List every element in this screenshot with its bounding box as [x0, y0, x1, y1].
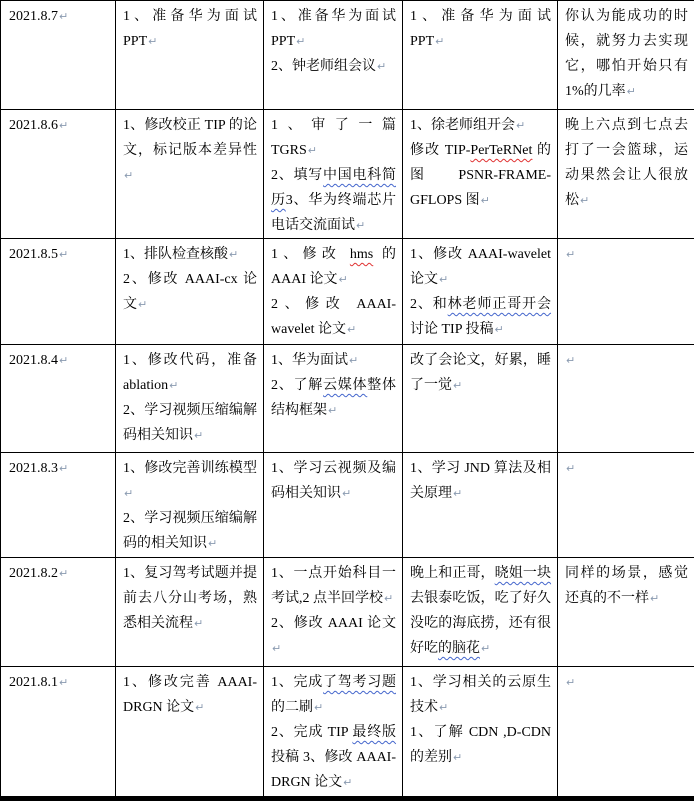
text-run: 1、修改 [271, 247, 350, 262]
tasks-cell-3 [403, 1, 558, 110]
notes-cell [558, 1, 694, 110]
spellcheck-underline-blue: 最终版 [352, 725, 396, 740]
spellcheck-underline-blue: 林老师正哥开会 [448, 297, 551, 312]
spellcheck-underline-red: PerTeRNet [470, 143, 532, 158]
spellcheck-underline-blue: 的脑花 [438, 641, 480, 656]
spellcheck-underline-blue: 了驾考习题 [323, 675, 396, 690]
text-run: 2021.8.2 [9, 566, 58, 581]
paragraph-mark-icon: ↵ [59, 248, 68, 261]
paragraph [123, 348, 257, 398]
paragraph [123, 670, 257, 720]
text-run: 1、了解 CDN ,D-CDN 的差别 [410, 725, 551, 765]
paragraph [565, 456, 688, 481]
paragraph-mark-icon: ↵ [124, 487, 133, 500]
paragraph [565, 561, 688, 611]
paragraph-mark-icon: ↵ [59, 676, 68, 689]
text-run: 3、华为终端芯片电话交流面试 [271, 193, 396, 233]
paragraph [271, 670, 396, 720]
text-run: 1、准备华为面试 PPT [410, 9, 551, 49]
table-row [1, 453, 694, 558]
text-run: 1、准备华为面试 PPT [271, 9, 396, 49]
tasks-cell-3 [403, 667, 558, 797]
tasks-cell-3 [403, 558, 558, 667]
text-run: 2、学习视频压缩编解码的相关知识 [123, 511, 257, 551]
paragraph [271, 4, 396, 54]
tasks-cell-2 [264, 667, 403, 797]
date-cell [1, 239, 116, 345]
paragraph [9, 670, 109, 695]
text-run: 的二刷 [271, 700, 313, 715]
text-run: 你认为能成功的时候，就努力去实现它，哪怕开始只有 1%的几率 [565, 9, 688, 99]
text-run: 改了会论文，好累，睡了一觉 [410, 353, 551, 393]
paragraph-mark-icon: ↵ [314, 701, 323, 714]
tasks-cell-1 [116, 558, 264, 667]
paragraph [565, 4, 688, 104]
text-run: 修改 TIP- [410, 143, 470, 158]
tasks-cell-1 [116, 453, 264, 558]
paragraph [410, 242, 551, 292]
text-run: 2021.8.5 [9, 247, 58, 262]
paragraph-mark-icon: ↵ [566, 248, 575, 261]
paragraph-mark-icon: ↵ [328, 404, 337, 417]
notes-cell [558, 453, 694, 558]
tasks-cell-3 [403, 453, 558, 558]
paragraph-mark-icon: ↵ [195, 701, 204, 714]
tasks-cell-2 [264, 453, 403, 558]
text-run: 2、完成 TIP [271, 725, 352, 740]
paragraph [123, 506, 257, 556]
tasks-cell-3 [403, 110, 558, 239]
paragraph-mark-icon: ↵ [481, 194, 490, 207]
notes-cell [558, 110, 694, 239]
paragraph-mark-icon: ↵ [343, 776, 352, 789]
text-run: 1、修改完善训练模型 [123, 461, 257, 476]
paragraph-mark-icon: ↵ [566, 354, 575, 367]
paragraph-mark-icon: ↵ [453, 751, 462, 764]
text-run: 1、复习驾考试题并提前去八分山考场，熟悉相关流程 [123, 566, 257, 631]
paragraph [271, 373, 396, 423]
text-run: 1、学习相关的云原生技术 [410, 675, 551, 715]
text-run: 2、钟老师组会议 [271, 59, 376, 74]
paragraph [565, 670, 688, 695]
paragraph [9, 456, 109, 481]
tasks-cell-2 [264, 345, 403, 453]
date-cell [1, 558, 116, 667]
text-run: 1、学习云视频及编码相关知识 [271, 461, 396, 501]
paragraph [123, 267, 257, 317]
date-cell [1, 453, 116, 558]
paragraph-mark-icon: ↵ [439, 273, 448, 286]
paragraph [271, 348, 396, 373]
paragraph [410, 138, 551, 213]
paragraph-mark-icon: ↵ [566, 676, 575, 689]
table-row [1, 110, 694, 239]
tasks-cell-1 [116, 239, 264, 345]
paragraph-mark-icon: ↵ [494, 323, 503, 336]
text-run: 的图 PSNR-FRAME-GFLOPS 图 [410, 143, 551, 208]
table-row [1, 558, 694, 667]
paragraph [271, 163, 396, 238]
paragraph-mark-icon: ↵ [59, 462, 68, 475]
paragraph-mark-icon: ↵ [339, 273, 348, 286]
text-run: 去银泰吃饭，吃了好久没吃的海底捞，还有很好吃 [410, 591, 551, 656]
tasks-cell-2 [264, 239, 403, 345]
paragraph-mark-icon: ↵ [453, 487, 462, 500]
paragraph-mark-icon: ↵ [580, 194, 589, 207]
paragraph-mark-icon: ↵ [377, 60, 386, 73]
text-run: 1、华为面试 [271, 353, 348, 368]
paragraph-mark-icon: ↵ [439, 701, 448, 714]
date-cell [1, 345, 116, 453]
paragraph-mark-icon: ↵ [59, 354, 68, 367]
paragraph-mark-icon: ↵ [229, 248, 238, 261]
text-run: 1、学习 JND 算法及相关原理 [410, 461, 551, 501]
notes-cell [558, 345, 694, 453]
paragraph-mark-icon: ↵ [349, 354, 358, 367]
tasks-cell-3 [403, 239, 558, 345]
paragraph [271, 242, 396, 292]
table-row [1, 667, 694, 797]
tasks-cell-2 [264, 110, 403, 239]
text-run: 2、修改 AAAI 论文 [271, 616, 396, 631]
spellcheck-underline-red: hms [350, 247, 373, 262]
paragraph [410, 456, 551, 506]
table-row [1, 345, 694, 453]
tasks-cell-3 [403, 345, 558, 453]
paragraph-mark-icon: ↵ [59, 567, 68, 580]
text-run: 1、修改校正 TIP 的论文，标记版本差异性 [123, 118, 257, 158]
paragraph [123, 561, 257, 636]
paragraph-mark-icon: ↵ [194, 429, 203, 442]
text-run: 1、审了一篇 TGRS [271, 118, 396, 158]
text-run: 1、修改完善 AAAI-DRGN 论文 [123, 675, 257, 715]
text-run: 2021.8.6 [9, 118, 58, 133]
work-log-table-body [1, 1, 694, 797]
text-run: 晚上和正哥， [410, 566, 495, 581]
text-run: 2021.8.7 [9, 9, 58, 24]
paragraph [410, 348, 551, 398]
paragraph-mark-icon: ↵ [516, 119, 525, 132]
text-run: 2021.8.1 [9, 675, 58, 690]
tasks-cell-1 [116, 110, 264, 239]
paragraph-mark-icon: ↵ [650, 592, 659, 605]
tasks-cell-1 [116, 667, 264, 797]
notes-cell [558, 239, 694, 345]
text-run: 2021.8.4 [9, 353, 58, 368]
table-row [1, 1, 694, 110]
paragraph-mark-icon: ↵ [453, 379, 462, 392]
paragraph [271, 113, 396, 163]
paragraph [9, 561, 109, 586]
paragraph [123, 456, 257, 506]
text-run: 投稿 3、修改 AAAI-DRGN 论文 [271, 750, 396, 790]
paragraph-mark-icon: ↵ [59, 119, 68, 132]
text-run: 1、徐老师组开会 [410, 118, 515, 133]
paragraph-mark-icon: ↵ [347, 323, 356, 336]
text-run: 整体结构框架 [271, 378, 396, 418]
date-cell [1, 1, 116, 110]
paragraph [123, 398, 257, 448]
paragraph-mark-icon: ↵ [627, 85, 636, 98]
paragraph [9, 348, 109, 373]
paragraph-mark-icon: ↵ [194, 617, 203, 630]
text-run: 1、修改 AAAI-wavelet 论文 [410, 247, 551, 287]
paragraph-mark-icon: ↵ [208, 537, 217, 550]
paragraph-mark-icon: ↵ [148, 35, 157, 48]
page-bottom-edge [0, 797, 694, 801]
spellcheck-underline-blue: 晓姐一块 [495, 566, 551, 581]
tasks-cell-2 [264, 1, 403, 110]
tasks-cell-2 [264, 558, 403, 667]
paragraph [123, 242, 257, 267]
paragraph [565, 242, 688, 267]
text-run: 的 AAAI 论文 [271, 247, 396, 287]
date-cell [1, 667, 116, 797]
paragraph-mark-icon: ↵ [296, 35, 305, 48]
paragraph-mark-icon: ↵ [481, 642, 490, 655]
date-cell [1, 110, 116, 239]
paragraph [123, 113, 257, 188]
paragraph-mark-icon: ↵ [308, 144, 317, 157]
text-run: 2、修改 AAAI-cx 论文 [123, 272, 257, 312]
paragraph [271, 561, 396, 611]
tasks-cell-1 [116, 345, 264, 453]
paragraph [410, 4, 551, 54]
paragraph [410, 113, 551, 138]
paragraph [410, 292, 551, 342]
paragraph [123, 4, 257, 54]
text-run: 1、准备华为面试 PPT [123, 9, 257, 49]
paragraph [410, 670, 551, 720]
paragraph [271, 720, 396, 795]
paragraph [410, 561, 551, 661]
text-run: 同样的场景，感觉还真的不一样 [565, 566, 688, 606]
text-run: 2、和 [410, 297, 448, 312]
paragraph-mark-icon: ↵ [272, 642, 281, 655]
paragraph-mark-icon: ↵ [384, 592, 393, 605]
notes-cell [558, 667, 694, 797]
paragraph-mark-icon: ↵ [169, 379, 178, 392]
paragraph-mark-icon: ↵ [435, 35, 444, 48]
paragraph [9, 242, 109, 267]
paragraph [9, 113, 109, 138]
text-run: 2、修改 AAAI-wavelet 论文 [271, 297, 396, 337]
paragraph [565, 348, 688, 373]
paragraph-mark-icon: ↵ [138, 298, 147, 311]
text-run: 2、学习视频压缩编解码相关知识 [123, 403, 257, 443]
paragraph-mark-icon: ↵ [566, 462, 575, 475]
text-run: 讨论 TIP 投稿 [410, 322, 493, 337]
paragraph [565, 113, 688, 213]
paragraph-mark-icon: ↵ [59, 10, 68, 23]
text-run: 1、完成 [271, 675, 323, 690]
spellcheck-underline-blue: 云媒体 [323, 378, 367, 393]
paragraph [271, 54, 396, 79]
paragraph [9, 4, 109, 29]
text-run: 1、一点开始科目一考试,2 点半回学校 [271, 566, 396, 606]
paragraph-mark-icon: ↵ [342, 487, 351, 500]
paragraph [410, 720, 551, 770]
paragraph [271, 611, 396, 661]
paragraph [271, 456, 396, 506]
paragraph [271, 292, 396, 342]
text-run: 1、排队检查核酸 [123, 247, 228, 262]
tasks-cell-1 [116, 1, 264, 110]
table-row [1, 239, 694, 345]
text-run: 1、修改代码，准备 ablation [123, 353, 257, 393]
notes-cell [558, 558, 694, 667]
spellcheck-underline-blue: 中国电科简历 [271, 168, 396, 208]
text-run: 2、了解 [271, 378, 323, 393]
text-run: 2021.8.3 [9, 461, 58, 476]
paragraph-mark-icon: ↵ [124, 169, 133, 182]
paragraph-mark-icon: ↵ [356, 219, 365, 232]
text-run: 晚上六点到七点去打了一会篮球，运动果然会让人很放松 [565, 118, 688, 208]
text-run: 2、填写 [271, 168, 323, 183]
